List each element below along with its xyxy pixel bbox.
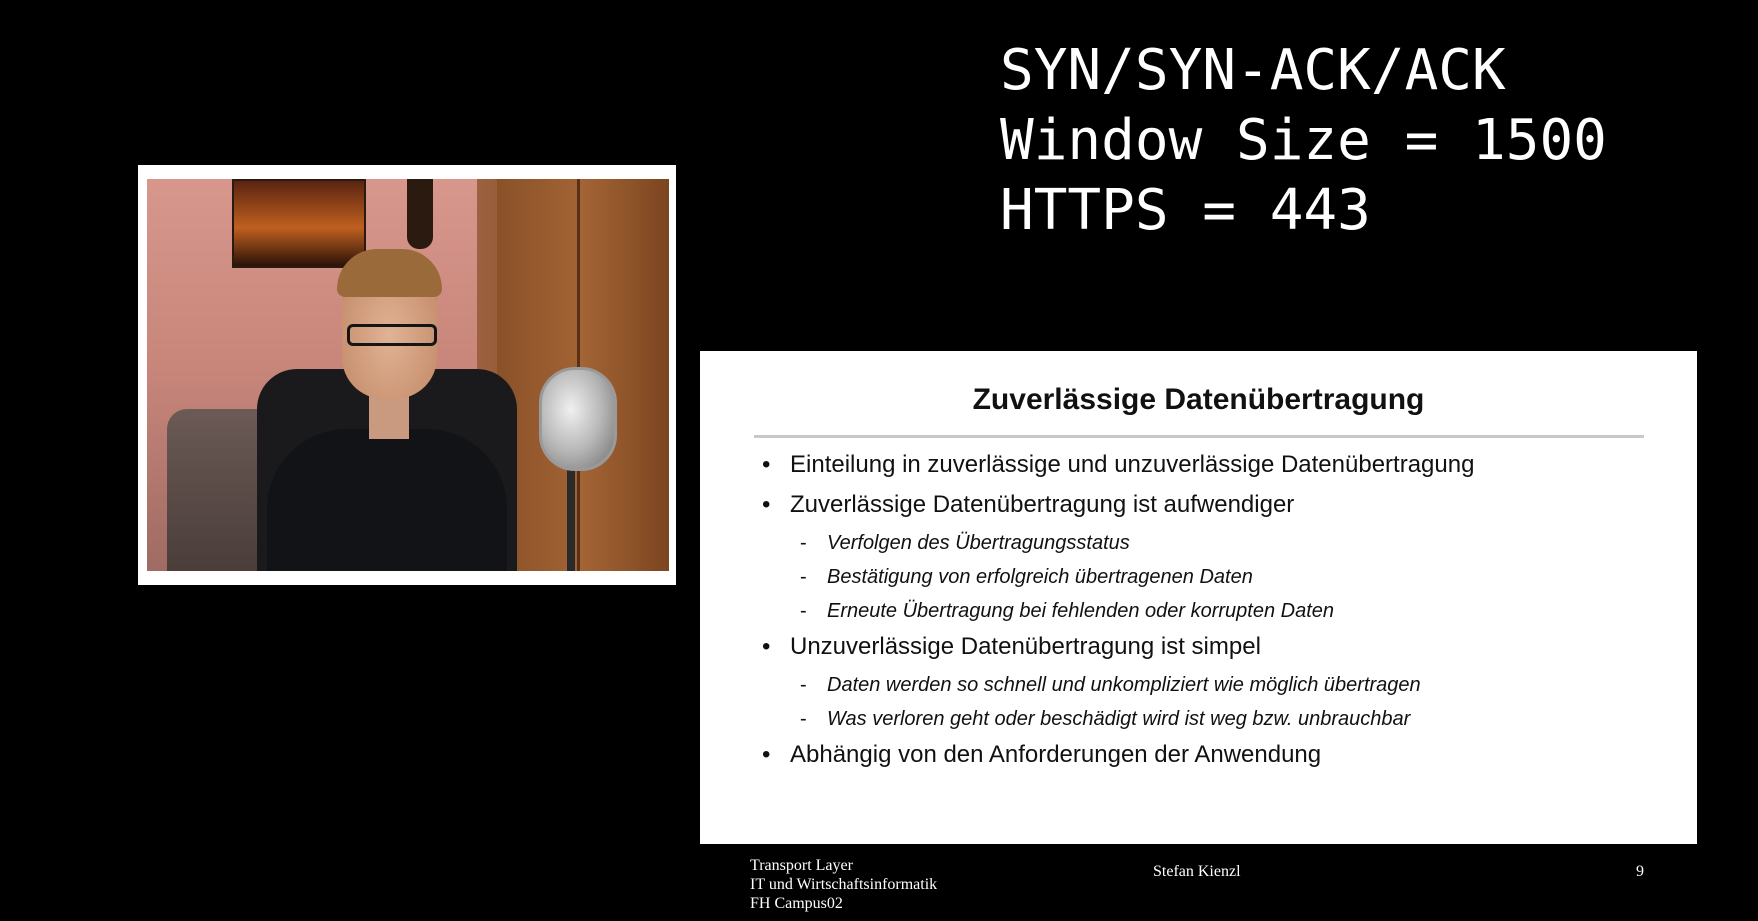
bullet-item: • Unzuverlässige Datenübertragung ist simpel [760, 633, 1474, 661]
footer-institution: FH Campus02 [750, 895, 843, 912]
sub-bullet-item: - Was verloren geht oder beschädigt wird ist weg bzw. unbrauchbar [760, 707, 1474, 731]
presentation-slide [700, 351, 1697, 844]
slide-page-number: 9 [1636, 863, 1644, 880]
sub-bullet-item: - Erneute Übertragung bei fehlenden oder korrupten Daten [760, 599, 1474, 623]
sub-bullet-item: - Bestätigung von erfolgreich übertragenen Daten [760, 565, 1474, 589]
slide-bullet-list [760, 451, 1474, 781]
slide-footer-author: Stefan Kienzl [1153, 863, 1241, 880]
webcam-frame [138, 165, 676, 585]
sub-bullet-item: - Verfolgen des Übertragungsstatus [760, 531, 1474, 555]
webcam-video [147, 179, 669, 571]
handwritten-notes-overlay [1000, 36, 1607, 246]
webcam-mic-stand [567, 464, 575, 571]
webcam-guitar [407, 179, 433, 249]
bullet-item: • Einteilung in zuverlässige und unzuverlässige Datenübertragung [760, 451, 1474, 479]
webcam-microphone [539, 367, 617, 471]
overlay-line-https-port: HTTPS = 443 [1000, 178, 1371, 243]
webcam-presenter-body [267, 429, 507, 571]
footer-program: IT und Wirtschaftsinformatik [750, 876, 938, 893]
slide-footer-course [750, 856, 937, 913]
overlay-line-window-size: Window Size = 1500 [1000, 108, 1607, 173]
slide-title: Zuverlässige Datenübertragung [972, 383, 1425, 416]
slide-title-divider [754, 435, 1644, 438]
webcam-wall-picture [232, 179, 366, 268]
bullet-item: • Zuverlässige Datenübertragung ist aufwendiger [760, 491, 1474, 519]
bullet-item: • Abhängig von den Anforderungen der Anwendung [760, 741, 1474, 769]
webcam-presenter-glasses [347, 324, 437, 346]
overlay-line-handshake: SYN/SYN-ACK/ACK [1000, 38, 1506, 103]
sub-bullet-item: - Daten werden so schnell und unkompliziert wie möglich übertragen [760, 673, 1474, 697]
footer-topic: Transport Layer [750, 857, 853, 874]
